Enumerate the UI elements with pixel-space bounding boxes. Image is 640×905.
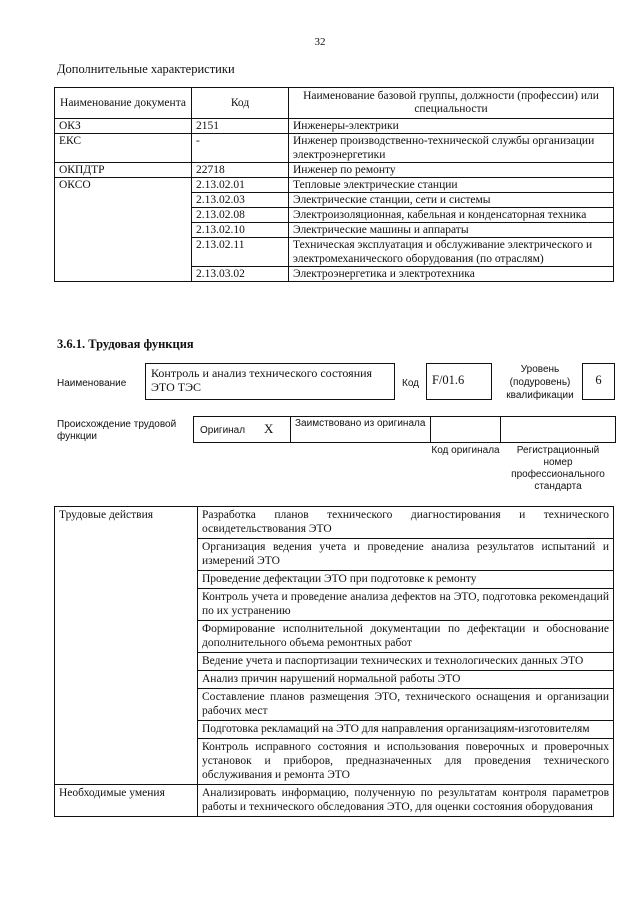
document-cell: ОКЗ	[55, 119, 192, 134]
code-cell: 22718	[192, 163, 289, 178]
code-cell: 2.13.03.02	[192, 267, 289, 282]
list-item: Организация ведения учета и проведение анализа результатов испытаний и измерений ЭТО	[198, 539, 614, 571]
code-cell: 2.13.02.01	[192, 178, 289, 193]
code-cell: 2.13.02.08	[192, 208, 289, 223]
original-mark: X	[264, 421, 274, 436]
section-heading: Дополнительные характеристики	[57, 62, 235, 76]
code-cell: 2151	[192, 119, 289, 134]
header-group-name: Наименование базовой группы, должности (профессии) или специальности	[289, 88, 614, 119]
borrowed-cell: Заимствовано из оригинала	[290, 416, 431, 443]
name-label: Наименование	[57, 378, 127, 389]
characteristics-table	[54, 87, 614, 282]
list-item: Ведение учета и паспортизации технических и технологических данных ЭТО	[198, 653, 614, 671]
level-value: 6	[582, 363, 615, 400]
group-name-cell: Электроизоляционная, кабельная и конденсаторная техника	[289, 208, 614, 223]
actions-body	[55, 507, 614, 817]
skills-label: Необходимые умения	[55, 785, 198, 817]
list-item: Разработка планов технического диагностирования и технического освидетельствования ЭТО	[198, 507, 614, 539]
page-number: 32	[314, 36, 326, 48]
actions-table	[54, 506, 614, 817]
level-label: Уровень (подуровень) квалификации	[506, 364, 574, 401]
code-original-cell	[430, 416, 501, 443]
labor-function-title: 3.6.1. Трудовая функция	[57, 337, 194, 351]
code-cell: 2.13.02.10	[192, 223, 289, 238]
list-item: Составление планов размещения ЭТО, технического оснащения и организации рабочих мест	[198, 689, 614, 721]
table-row	[55, 785, 614, 817]
group-name-cell: Инженер производственно-технической службы организации электроэнергетики	[289, 134, 614, 163]
group-name-cell: Техническая эксплуатация и обслуживание электрического и электромеханического оборудования (по отраслям)	[289, 238, 614, 267]
labor-actions-label: Трудовые действия	[55, 507, 198, 785]
header-document: Наименование документа	[55, 88, 192, 119]
code-cell: 2.13.02.03	[192, 193, 289, 208]
origin-label: Происхождение трудовой функции	[57, 419, 177, 442]
list-item: Анализировать информацию, полученную по результатам контроля параметров работы и технического обследования ЭТО, для оценки состояния оборудования	[198, 785, 614, 817]
header-code: Код	[192, 88, 289, 119]
code-cell: 2.13.02.11	[192, 238, 289, 267]
code-cell: -	[192, 134, 289, 163]
code-label: Код	[402, 378, 420, 389]
table-row	[55, 507, 614, 539]
group-name-cell: Электрические станции, сети и системы	[289, 193, 614, 208]
table-row	[55, 178, 614, 193]
list-item: Формирование исполнительной документации по дефектации и обоснование дополнительного объема ремонтных работ	[198, 621, 614, 653]
characteristics-header-row	[55, 88, 614, 119]
list-item: Подготовка рекламаций на ЭТО для направления организациям-изготовителям	[198, 721, 614, 739]
document-cell: ОКПДТР	[55, 163, 192, 178]
reg-number-caption: Регистрационный номер профессионального стандарта	[511, 445, 605, 492]
original-cell	[193, 416, 291, 443]
list-item: Проведение дефектации ЭТО при подготовке к ремонту	[198, 571, 614, 589]
group-name-cell: Тепловые электрические станции	[289, 178, 614, 193]
list-item: Анализ причин нарушений нормальной работы ЭТО	[198, 671, 614, 689]
group-name-cell: Инженер по ремонту	[289, 163, 614, 178]
original-label: Оригинал	[200, 425, 246, 436]
function-name-value: Контроль и анализ технического состояния ЭТО ТЭС	[145, 363, 395, 400]
characteristics-body	[55, 119, 614, 282]
list-item: Контроль исправного состояния и использования поверочных и проверочных установок и приборов, предназначенных для проведения технического обслуживания и ремонта ЭТО	[198, 739, 614, 785]
table-row	[55, 134, 614, 163]
table-row	[55, 119, 614, 134]
list-item: Контроль учета и проведение анализа дефектов на ЭТО, подготовка рекомендаций по их устранению	[198, 589, 614, 621]
group-name-cell: Инженеры-электрики	[289, 119, 614, 134]
group-name-cell: Электрические машины и аппараты	[289, 223, 614, 238]
function-code-value: F/01.6	[426, 363, 492, 400]
table-row	[55, 163, 614, 178]
code-original-caption: Код оригинала	[431, 445, 500, 456]
document-cell: ЕКС	[55, 134, 192, 163]
group-name-cell: Электроэнергетика и электротехника	[289, 267, 614, 282]
reg-number-cell	[500, 416, 616, 443]
document-cell: ОКСО	[55, 178, 192, 282]
